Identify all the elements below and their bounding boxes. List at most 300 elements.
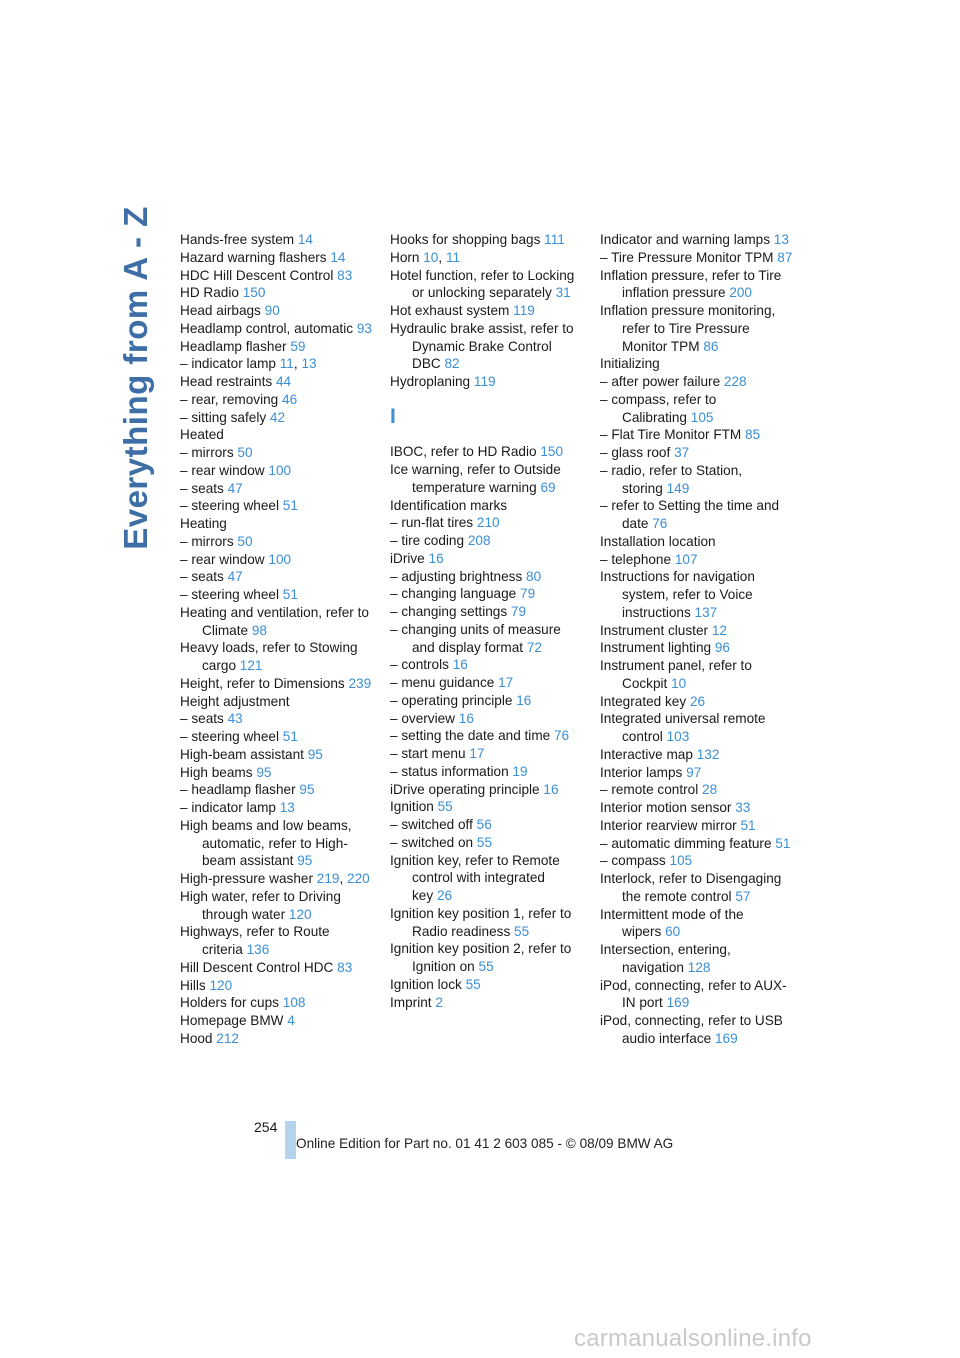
page-link[interactable]: 4 — [287, 1013, 295, 1028]
side-title-text: Everything from A - Z — [117, 206, 154, 550]
page-link[interactable]: 57 — [735, 888, 751, 904]
index-entry-text: – run-flat tires — [390, 515, 474, 531]
index-entry — [180, 480, 376, 498]
index-entry-text: – remote control — [600, 782, 699, 798]
index-entry — [180, 959, 376, 977]
index-entry — [390, 763, 586, 781]
index-entry-text: Ignition key position 1, refer to Radio readiness — [390, 905, 572, 939]
page-link[interactable]: 90 — [264, 303, 280, 318]
page-link[interactable]: 19 — [512, 763, 528, 779]
index-entry-text: Head airbags — [180, 303, 261, 318]
index-entry — [600, 462, 796, 498]
index-entry — [600, 746, 796, 764]
index-entry-text: Hood — [180, 1030, 213, 1046]
page-link[interactable]: 13 — [279, 800, 295, 815]
page-link[interactable]: 16 — [516, 692, 532, 708]
index-entry — [600, 639, 796, 657]
index-entry-text: – indicator lamp — [180, 356, 276, 372]
index-entry-text: iDrive — [390, 550, 425, 566]
index-entry — [390, 320, 586, 373]
page-link[interactable]: 149 — [666, 480, 690, 496]
page-link[interactable]: 85 — [745, 427, 761, 443]
page-link[interactable]: 28 — [702, 782, 718, 798]
index-entry — [390, 373, 586, 391]
page-link[interactable]: 46 — [282, 391, 298, 407]
page-link[interactable]: 119 — [473, 374, 496, 389]
page-link[interactable]: 26 — [689, 693, 706, 709]
index-entry-text: High-beam assistant — [180, 746, 304, 762]
index-entry — [600, 906, 796, 942]
index-entry-text: Ignition lock — [390, 976, 462, 992]
page-link[interactable]: 228 — [723, 374, 747, 389]
index-entry-text: – compass, refer to Calibrating — [600, 391, 717, 425]
index-entry — [390, 267, 586, 303]
footer-accent-bar — [285, 1121, 296, 1159]
page-link[interactable]: 219 — [316, 871, 340, 886]
index-entry-text: – start menu — [390, 746, 466, 761]
index-entry — [390, 568, 586, 586]
index-entry — [180, 409, 376, 427]
index-entry-text: – seats — [180, 569, 224, 585]
index-entry-text: Interlock, refer to Disengaging the remote control — [600, 871, 782, 904]
index-entry-text: – status information — [390, 763, 509, 779]
index-entry — [600, 551, 796, 569]
index-entry-text: – switched off — [390, 817, 473, 832]
page-link[interactable]: 16 — [452, 657, 468, 673]
index-entry — [600, 710, 796, 746]
index-entry-text: – after power failure — [600, 374, 721, 389]
index-entry: – indicator lamp 11, 13 — [180, 356, 317, 372]
index-entry-text: Inflation pressure monitoring, refer to Tire Pressure Monitor TPM — [600, 303, 776, 354]
index-entry — [600, 355, 796, 373]
index-entry-text: Integrated universal remote control — [600, 711, 766, 744]
page-link[interactable]: 105 — [690, 409, 714, 425]
index-entry-text: Heating — [180, 516, 227, 531]
index-entry-text: Headlamp control, automatic — [180, 320, 354, 336]
index-entry-text: Hooks for shopping bags — [390, 232, 541, 247]
index-entry — [180, 533, 376, 551]
page-link[interactable]: 169 — [714, 1030, 738, 1046]
index-entry — [390, 976, 586, 994]
index-entry-text: Ignition key position 2, refer to Ignition on — [390, 941, 572, 974]
page-link[interactable]: 95 — [297, 853, 313, 869]
index-entry — [600, 1012, 796, 1048]
page-link[interactable]: 121 — [239, 658, 263, 673]
page-link[interactable]: 12 — [711, 622, 727, 638]
page-link[interactable]: 14 — [297, 232, 313, 247]
index-entry — [180, 799, 376, 817]
page-link[interactable]: 44 — [275, 374, 292, 389]
index-entry-text: – radio, refer to Station, storing — [600, 462, 743, 496]
index-entry-text: – operating principle — [390, 692, 513, 708]
index-entry-text: IBOC, refer to HD Radio — [390, 444, 537, 460]
page-link[interactable]: 97 — [686, 764, 702, 780]
page-link[interactable]: 100 — [268, 551, 292, 567]
page-link[interactable]: 95 — [299, 782, 315, 798]
index-entry-text: Hotel function, refer to Locking or unlocking separately — [390, 267, 575, 301]
index-entry-text: Instructions for navigation system, refer to Voice instructions — [600, 569, 755, 620]
page-link[interactable]: 51 — [282, 587, 298, 602]
index-entry — [180, 249, 376, 267]
index-entry — [390, 692, 586, 710]
index-entry — [180, 764, 376, 782]
page-link[interactable]: 169 — [666, 995, 690, 1011]
index-entry — [390, 621, 586, 657]
index-entry-text: Indicator and warning lamps — [600, 232, 771, 247]
index-entry-text: Horn — [390, 249, 420, 265]
index-entry-text: Headlamp flasher — [180, 338, 287, 354]
index-entry — [390, 852, 586, 905]
index-entry-text: Ice warning, refer to Outside temperature warning — [390, 462, 561, 495]
page-link[interactable]: 50 — [237, 533, 253, 549]
index-entry-text: – changing units of measure and display format — [390, 621, 561, 655]
index-entry — [180, 444, 376, 462]
index-entry-text: High beams — [180, 764, 253, 780]
index-entry-text: – Tire Pressure Monitor TPM — [600, 249, 774, 265]
index-entry — [600, 622, 796, 640]
page-link[interactable]: 79 — [520, 586, 536, 602]
index-entry — [600, 799, 796, 817]
index-entry — [390, 585, 586, 603]
index-entry-text: High water, refer to Driving through water — [180, 888, 341, 922]
page-link[interactable]: 96 — [714, 640, 730, 656]
index-entry — [180, 1030, 376, 1048]
index-entry-text: Initializing — [600, 356, 660, 372]
index-entry — [600, 426, 796, 444]
index-entry — [600, 764, 796, 782]
index-column-2 — [390, 231, 586, 1011]
page-link[interactable]: 105 — [669, 853, 693, 869]
page-link[interactable]: 55 — [465, 976, 481, 992]
page-link[interactable]: 108 — [282, 995, 306, 1011]
index-entry-text: Heated — [180, 427, 224, 443]
letter-heading: I — [390, 404, 396, 428]
page-link[interactable]: 16 — [428, 550, 444, 566]
index-entry: High-pressure washer 219, 220 — [180, 871, 370, 886]
index-entry-text: Hill Descent Control HDC — [180, 959, 334, 975]
index-entry-text: Hot exhaust system — [390, 303, 510, 318]
index-entry — [180, 923, 376, 959]
index-entry — [600, 231, 796, 249]
footer-edition-text: Online Edition for Part no. 01 41 2 603 085 - © 08/09 BMW AG — [296, 1136, 674, 1151]
index-entry-text: iPod, connecting, refer to USB audio interface — [600, 1013, 783, 1046]
index-entry-text: Heavy loads, refer to Stowing cargo — [180, 640, 358, 673]
index-entry — [390, 532, 586, 550]
page-link[interactable]: 51 — [775, 835, 791, 851]
page-link[interactable]: 42 — [269, 409, 286, 425]
index-entry-text: Highways, refer to Route criteria — [180, 924, 330, 957]
page-link[interactable]: 33 — [735, 800, 751, 815]
index-entry — [390, 994, 586, 1012]
page-link[interactable]: 111 — [544, 232, 565, 247]
index-entry — [180, 586, 376, 604]
index-entry-text: Inflation pressure, refer to Tire inflation pressure — [600, 267, 782, 301]
index-entry — [390, 745, 586, 763]
index-entry — [600, 267, 796, 303]
index-entry-text: – sitting safely — [180, 409, 267, 425]
page-link[interactable]: 69 — [540, 479, 556, 495]
page-link[interactable]: 17 — [498, 675, 514, 690]
index-entry-text: HD Radio — [180, 285, 239, 301]
page-link[interactable]: 37 — [674, 445, 690, 460]
page-link[interactable]: 103 — [666, 729, 690, 744]
index-entry — [180, 231, 376, 249]
page-link[interactable]: 10 — [423, 249, 439, 265]
page-link[interactable]: 11 — [279, 356, 294, 372]
page-link[interactable]: 212 — [216, 1030, 239, 1046]
index-entry-text: Hydroplaning — [390, 374, 471, 389]
index-entry-text: iPod, connecting, refer to AUX-IN port — [600, 977, 787, 1011]
index-entry — [390, 816, 586, 834]
index-entry — [390, 603, 586, 621]
index-entry-text: – seats — [180, 711, 224, 727]
page-link[interactable]: 79 — [510, 604, 527, 619]
index-entry — [600, 657, 796, 693]
page-link[interactable]: 220 — [347, 871, 370, 886]
index-entry — [180, 284, 376, 302]
index-entry — [180, 462, 376, 480]
index-entry — [180, 551, 376, 569]
index-entry — [180, 746, 376, 764]
index-entry-text: Ignition — [390, 799, 434, 815]
index-entry-text: Homepage BMW — [180, 1013, 284, 1028]
index-entry-text: – mirrors — [180, 533, 234, 549]
index-entry-text: Holders for cups — [180, 995, 279, 1011]
page-link[interactable]: 150 — [242, 285, 266, 301]
index-entry — [390, 674, 586, 692]
page-link[interactable]: 107 — [674, 551, 698, 567]
index-entry — [390, 497, 586, 515]
index-entry — [600, 835, 796, 853]
page-link[interactable]: 119 — [513, 303, 535, 318]
page-link[interactable]: 95 — [256, 764, 272, 780]
index-entry-text: Ignition key, refer to Remote control with integrated key — [390, 852, 560, 903]
index-entry — [600, 533, 796, 551]
index-entry-text: HDC Hill Descent Control — [180, 267, 334, 283]
index-entry — [180, 728, 376, 746]
index-entry-text: Instrument panel, refer to Cockpit — [600, 658, 752, 691]
index-entry-text: Hills — [180, 977, 206, 993]
index-entry — [180, 817, 376, 870]
index-entry — [180, 994, 376, 1012]
page-link[interactable]: 16 — [543, 781, 559, 797]
index-column-1 — [180, 231, 376, 1048]
page-link[interactable]: 47 — [227, 480, 243, 496]
page-link[interactable]: 93 — [356, 320, 372, 336]
index-entry — [390, 461, 586, 497]
page-link[interactable]: 60 — [665, 924, 681, 940]
index-entry — [390, 940, 586, 976]
index-entry — [600, 693, 796, 711]
index-entry — [600, 977, 796, 1013]
index-entry — [180, 267, 376, 285]
page-link[interactable]: 59 — [290, 338, 306, 354]
page-link[interactable]: 11 — [445, 249, 461, 265]
index-entry-text: – changing settings — [390, 604, 508, 619]
index-entry — [390, 550, 586, 568]
index-entry — [390, 781, 586, 799]
page-link[interactable]: 31 — [555, 285, 571, 301]
index-entry-text: – Flat Tire Monitor FTM — [600, 427, 742, 443]
index-entry-text: High beams and low beams, automatic, refer to High-beam assistant — [180, 817, 352, 869]
page-link[interactable]: 51 — [282, 498, 298, 514]
page-link[interactable]: 208 — [467, 533, 491, 548]
index-entry-text: – rear window — [180, 462, 265, 478]
index-entry — [180, 977, 376, 995]
index-entry-text: – adjusting brightness — [390, 568, 523, 584]
page-link[interactable]: 80 — [526, 568, 542, 584]
index-entry — [180, 497, 376, 515]
page-link[interactable]: 56 — [476, 817, 492, 832]
page-link[interactable]: 50 — [237, 445, 253, 460]
page-link[interactable]: 55 — [476, 834, 493, 850]
index-entry — [180, 710, 376, 728]
page-link[interactable]: 51 — [282, 729, 298, 744]
page-link[interactable]: 26 — [436, 888, 453, 903]
page-link[interactable]: 210 — [476, 515, 500, 531]
index-entry — [180, 568, 376, 586]
index-entry-text: – headlamp flasher — [180, 782, 296, 798]
page-link[interactable]: 55 — [437, 799, 453, 815]
index-entry-text: Interior motion sensor — [600, 800, 732, 815]
index-entry — [390, 656, 586, 674]
page-link[interactable]: 13 — [773, 232, 789, 247]
index-entry — [180, 675, 376, 693]
index-entry-text: – glass roof — [600, 445, 671, 460]
page-link[interactable]: 200 — [729, 285, 752, 301]
index-entry-text: Intermittent mode of the wipers — [600, 906, 744, 940]
index-entry-text: Interactive map — [600, 746, 693, 762]
index-entry-text: High-pressure washer — [180, 871, 313, 886]
page-link[interactable]: 55 — [514, 923, 530, 939]
index-entry — [600, 817, 796, 835]
index-entry-text: – controls — [390, 657, 449, 673]
index-entry-text: – rear window — [180, 551, 265, 567]
index-entry — [390, 231, 586, 249]
side-title — [114, 206, 158, 550]
index-entry-text: Height, refer to Dimensions — [180, 675, 345, 691]
index-entry — [600, 497, 796, 533]
index-entry-text: Installation location — [600, 533, 716, 549]
page-number: 254 — [254, 1119, 278, 1135]
index-entry — [600, 781, 796, 799]
index-entry — [390, 443, 586, 461]
index-entry — [600, 444, 796, 462]
page-link[interactable]: 43 — [227, 711, 243, 727]
page-link[interactable]: 51 — [740, 817, 756, 833]
index-entry-text: – tire coding — [390, 533, 465, 548]
index-entry — [180, 888, 376, 924]
index-entry-text: Head restraints — [180, 374, 273, 389]
index-entry — [180, 373, 376, 391]
index-entry — [180, 604, 376, 640]
index-entry-text: Interior lamps — [600, 764, 683, 780]
page-link[interactable]: 95 — [307, 746, 323, 762]
page-link[interactable]: 98 — [251, 622, 267, 638]
index-entry — [180, 639, 376, 675]
index-entry-text: Hands-free system — [180, 232, 295, 247]
page-link[interactable]: 76 — [554, 728, 570, 744]
index-entry-text: – rear, removing — [180, 391, 279, 407]
page-link[interactable]: 100 — [268, 462, 292, 478]
index-entry-text: – steering wheel — [180, 498, 279, 514]
index-entry-text: Hazard warning flashers — [180, 249, 327, 265]
page-link[interactable]: 87 — [777, 249, 793, 265]
index-entry-text: Interior rearview mirror — [600, 817, 737, 833]
index-entry — [390, 905, 586, 941]
watermark: carmanualsonline.info — [574, 1325, 812, 1352]
index-entry — [180, 391, 376, 409]
index-entry — [600, 302, 796, 355]
index-entry-text: – setting the date and time — [390, 728, 551, 744]
index-entry-text: Imprint — [390, 994, 432, 1010]
page-link[interactable]: 83 — [337, 959, 353, 975]
index-entry — [600, 568, 796, 621]
page-link[interactable]: 10 — [671, 675, 687, 691]
index-entry — [390, 798, 586, 816]
index-entry-text: Instrument lighting — [600, 640, 712, 656]
index-entry-text: – overview — [390, 710, 455, 726]
index-entry — [600, 870, 796, 906]
index-entry-text: – telephone — [600, 551, 672, 567]
index-entry-text: – changing language — [390, 586, 517, 602]
index-entry-text: Height adjustment — [180, 693, 290, 709]
index-entry-text: Identification marks — [390, 497, 508, 513]
page-link[interactable]: 132 — [696, 746, 720, 762]
index-entry — [390, 302, 586, 320]
page-link[interactable]: 86 — [703, 338, 719, 354]
index-entry — [390, 514, 586, 532]
page-link[interactable]: 14 — [330, 249, 346, 265]
page-link[interactable]: 13 — [301, 356, 317, 372]
index-entry-text: – steering wheel — [180, 729, 279, 744]
page-link[interactable]: 239 — [348, 675, 372, 691]
index-entry — [180, 426, 376, 444]
index-entry — [390, 710, 586, 728]
page-link[interactable]: 120 — [209, 977, 233, 993]
index-entry — [600, 249, 796, 267]
index-entry-text: Heating and ventilation, refer to Climate — [180, 604, 369, 638]
index-entry — [600, 391, 796, 427]
page-link[interactable]: 55 — [478, 959, 494, 974]
index-entry — [600, 852, 796, 870]
page-link[interactable]: 136 — [246, 942, 270, 957]
page-link[interactable]: 82 — [444, 356, 460, 372]
index-entry — [180, 781, 376, 799]
page-link[interactable]: 16 — [458, 710, 474, 726]
index-entry-text: – indicator lamp — [180, 800, 276, 815]
index-entry-text: – seats — [180, 480, 224, 496]
index-entry-text: – switched on — [390, 834, 474, 850]
index-entry-text: – automatic dimming feature — [600, 835, 772, 851]
page-link[interactable]: 150 — [540, 444, 564, 460]
page-link[interactable]: 72 — [526, 639, 542, 655]
index-entry — [180, 320, 376, 338]
page-link[interactable]: 2 — [435, 994, 443, 1010]
index-entry-text: iDrive operating principle — [390, 781, 540, 797]
page-link[interactable]: 83 — [337, 267, 353, 283]
page-link[interactable]: 128 — [687, 959, 711, 975]
page-link[interactable]: 120 — [288, 906, 312, 922]
index-entry — [600, 373, 796, 391]
page-link[interactable]: 47 — [227, 569, 243, 585]
index-entry — [180, 693, 376, 711]
index-entry — [180, 302, 376, 320]
page-link[interactable]: 17 — [469, 746, 485, 761]
index-entry-text: – menu guidance — [390, 675, 495, 690]
page-link[interactable]: 76 — [652, 516, 668, 531]
page-link[interactable]: 137 — [694, 604, 718, 620]
